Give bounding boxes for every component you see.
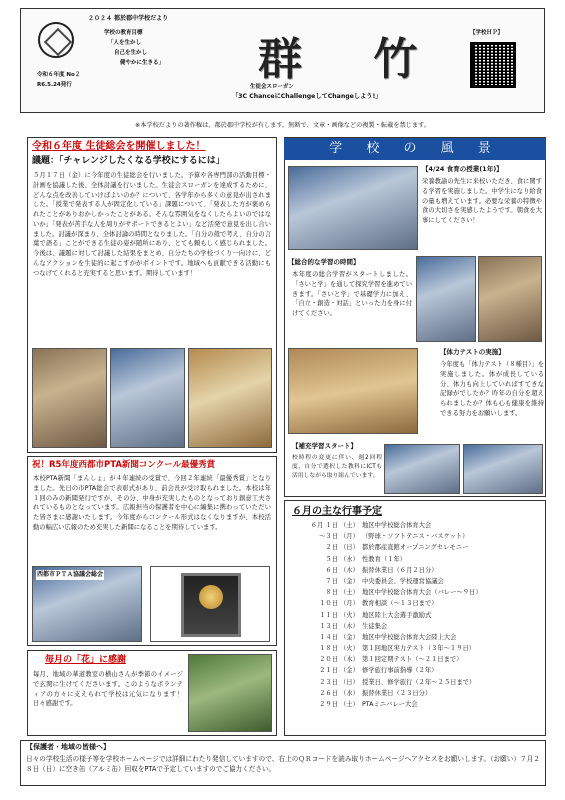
fitness-test-title: 【体力テストの実施】 xyxy=(440,348,505,356)
schedule-row xyxy=(290,532,542,543)
qr-code-icon[interactable] xyxy=(470,42,516,88)
schedule-weekday: （木） xyxy=(340,656,359,664)
schedule-event: 授業日、修学旅行（２年～２５日まで） xyxy=(362,678,476,686)
food-education-body: 栄養教諭の先生に来校いただき、食に関する学習を実施しました。中学生になり給食の量も増えています。必要な栄養の特徴や食の大切さを実感したようです。朝食を大事にしてください！ xyxy=(422,178,542,224)
photo-integrated-1 xyxy=(416,256,476,342)
photo-meeting-1 xyxy=(32,348,107,448)
student-meeting-topic: 議題：「チャレンジしたくなる学校にするには」 xyxy=(32,156,225,166)
flower-heading: 毎月の「花」に感謝 xyxy=(45,655,127,665)
schedule-event: 地区中学校総合体育大会陸上大会 xyxy=(362,633,457,641)
schedule-weekday: （月） xyxy=(340,600,359,608)
slogan-text: 「3C ChanceにChallengeしてChangeしよう!」 xyxy=(232,93,382,100)
footer-body: 日々の学校生活の様子等を学校ホームページでは詳細にわたり発信していますので、右上のＱＲコードを読み取りホームページへアクセスをお願いします。（お願い）７月２８日（日）に空き缶（アルミ缶）回収をPTAで予定していますのでご協力ください。 xyxy=(26,755,540,774)
schedule-day: ８日 xyxy=(325,589,338,597)
schedule-event: 中央委員会、学校運営協議会 xyxy=(362,577,444,585)
schedule-day: ５日 xyxy=(325,555,338,563)
integrated-study-title: 【総合的な学習の時間】 xyxy=(288,258,360,266)
schedule-day: ６月 １日 xyxy=(310,522,338,529)
newsletter-name: ２０２４ 都於郡中学校だより xyxy=(88,15,169,22)
schedule-event: 教育相談（～１３日まで） xyxy=(362,600,438,608)
photo-integrated-2 xyxy=(478,256,542,342)
schedule-event: 修学旅行事前指導（２年） xyxy=(362,667,438,675)
schedule-day: １３日 xyxy=(319,622,338,630)
schedule-weekday: （火） xyxy=(340,611,359,619)
schedule-row xyxy=(290,700,542,711)
schedule-weekday: （土） xyxy=(340,522,359,529)
schedule-list xyxy=(290,521,542,711)
photo-award-plaque xyxy=(150,566,270,642)
schedule-row xyxy=(290,689,542,700)
issue-date: R6.5.24発行 xyxy=(37,82,72,88)
schedule-row xyxy=(290,611,542,622)
schedule-weekday: （日） xyxy=(340,678,359,686)
schedule-row xyxy=(290,566,542,577)
photo-food-education xyxy=(288,166,418,250)
schedule-event: 都於郡産直館オープニングセレモニー xyxy=(362,544,469,552)
food-education-title: 【4/24 食育の授業(1年)】 xyxy=(422,165,503,173)
school-emblem-icon xyxy=(38,22,74,58)
schedule-row xyxy=(290,633,542,644)
schedule-weekday: （木） xyxy=(340,622,359,630)
copyright-notice: ※本学校だよりの著作権は、都於郡中学校が有します。無断で、文章・画像などの複製・転載を禁じます。 xyxy=(135,122,430,129)
issue-number: 令和６年度 No２ xyxy=(37,72,81,78)
schedule-weekday: （土） xyxy=(340,589,359,597)
schedule-row xyxy=(290,577,542,588)
schedule-day: ２９日 xyxy=(319,701,338,708)
schedule-weekday: （土） xyxy=(340,701,359,708)
schedule-row xyxy=(290,678,542,689)
schedule-row xyxy=(290,521,542,532)
schedule-row xyxy=(290,555,542,566)
schedule-row xyxy=(290,644,542,655)
schedule-row xyxy=(290,622,542,633)
schedule-event: 性教育（１年） xyxy=(362,555,407,563)
schedule-row xyxy=(290,599,542,610)
fitness-test-body: 今年度も「体力テスト（８種目）」を実施しました。体が成長している分、体力も向上していればすてきな記録がでしたか？昨年の自分を超えられましたか？体も心も健康を維持できる努力をお願いします。 xyxy=(440,361,544,417)
student-meeting-body: ５月１７日（金）に今年度の生徒総会を行いました。予算や各専門部の活動目標・計画を協議した後、全体討議を行いました。生徒会スローガンを達成するために、どんな点を改善していけばよいのか？について、各学年から多くの意見が出されました。「授業で発表する人が固定化している」課題について、「発表した方が褒められたことがありおかしかったことがある。そんな雰囲気をなくしたらよいのではないか」「発表が苦手な人を周りがサポートできるとよい」など活発で意見を出し合いました。討議が深まり、全体討論の時間となりました。「自分の殻で考え、自分の言葉で語る」ことができる生徒の姿が随所にあり、とても頼もしく感じられました。今後は、議題に対して討議した結果をまとめ、自分たちの学校づくり一向けに、どんなアクションを生徒的に起こすかがポイントです。地域へも貢献できる活動にもつなげてくれると充実すると思います。期待しています！ xyxy=(33,172,271,277)
schedule-event: 地区中学校総合体育大会（バレー～９日） xyxy=(362,589,482,597)
flower-body: 毎月、地域の華道教室の横山さんが季節のイメージで玄関に生けてくださいます。このようなボランティアの方々に支えられて学校は元気になります！日々感謝です。 xyxy=(33,671,183,708)
schedule-day: ２日 xyxy=(325,544,338,552)
schedule-weekday: （木） xyxy=(340,566,359,574)
edu-goal-line-2: 自己を生かし xyxy=(114,50,148,56)
photo-meeting-3 xyxy=(188,348,272,448)
student-meeting-heading: 令和６年度 生徒総会を開催しました！ xyxy=(32,141,206,152)
schedule-day: ２０日 xyxy=(319,656,338,664)
hp-label: 【学校ＨＰ】 xyxy=(470,30,504,36)
schedule-event: 生徒集会 xyxy=(362,622,388,630)
photo-fitness-test xyxy=(288,348,418,434)
schedule-day: １０日 xyxy=(319,600,338,608)
photo-meeting-2 xyxy=(110,348,185,448)
pta-award-body: 本校PTA新聞「まんしょ」が４年連続の受賞で、今回２年連続「最優秀賞」となりました。先日の市PTA総会で表彰式があり、前会長が受け取られました。本校は年１回のみの新聞発行ですが、その分、中身が充実したものとなっており創意工夫されているものとなっています。広報担当の保護者を中心に編集に携わっていただいた皆さまに感謝いたします。今年度からコンクール形式はなくなりますが、本校活動の幅広い広報のため充実した新聞になることを期待しています。 xyxy=(33,475,271,531)
schedule-event: 振替休業日（６月２日分） xyxy=(362,566,438,574)
pta-award-heading: 祝！R5年度西都市PTA新聞コンクール最優秀賞 xyxy=(32,460,216,470)
schedule-day: １４日 xyxy=(319,633,338,641)
schedule-weekday: （水） xyxy=(340,689,359,697)
schedule-weekday: （金） xyxy=(340,633,359,641)
footer-heading: 【保護者・地域の皆様へ】 xyxy=(26,743,110,751)
schedule-event: 第１回地区実力テスト（３年～１９日） xyxy=(362,645,476,653)
schedule-event: 地区陸上大会選手激励式 xyxy=(362,611,432,619)
edu-goal-heading: 学校の教育目標 xyxy=(104,30,143,36)
schedule-day: １１日 xyxy=(319,611,338,619)
integrated-study-body: 本年度の総合学習がスタートしました。「さいと学」を通して探究学習を進めていきます。「さいと学」で基礎学力に加え、「自立・創造・対話」といった力を身に付けてください。 xyxy=(292,271,412,317)
schedule-event: PTAミニバレー大会 xyxy=(362,701,418,708)
pta-banner-text: 西都市ＰＴＡ協議会総会 xyxy=(36,570,104,580)
schedule-day: ７日 xyxy=(325,577,338,585)
photo-flower-arrangement xyxy=(188,654,272,732)
schedule-weekday: （火） xyxy=(340,645,359,653)
slogan-heading: 生徒会スローガン xyxy=(250,84,294,90)
supplementary-body: 校時程の変更に伴い、週2回程度、自分で選択した教科にICTも活用しながら取り組んでいます。 xyxy=(292,455,382,479)
edu-goal-line-3: 健やかに生きる」 xyxy=(120,60,165,66)
school-scenes-banner: 学 校 の 風 景 xyxy=(284,138,546,160)
schedule-event: （野球・ソフトテニス・バスケット） xyxy=(362,533,469,541)
schedule-day: ６日 xyxy=(325,566,338,574)
schedule-row xyxy=(290,666,542,677)
schedule-day: １８日 xyxy=(319,645,338,653)
schedule-row xyxy=(290,543,542,554)
schedule-event: 地区中学校総合体育大会 xyxy=(362,522,432,529)
schedule-day: ２３日 xyxy=(319,678,338,686)
schedule-day: ２６日 xyxy=(319,689,338,697)
edu-goal-line-1: 「人を生かし xyxy=(108,40,142,46)
photo-supplementary-2 xyxy=(463,444,543,494)
schedule-weekday: （金） xyxy=(340,577,359,585)
schedule-weekday: （金） xyxy=(340,667,359,675)
schedule-event: 振替休業日（２３日分） xyxy=(362,689,432,697)
schedule-title: ６月の主な行事予定 xyxy=(292,506,382,517)
supplementary-title: 【補充学習スタート】 xyxy=(292,442,357,450)
schedule-day: ～３日 xyxy=(319,533,338,541)
newsletter-title: 群 竹 xyxy=(258,34,446,85)
schedule-day: ２１日 xyxy=(319,667,338,675)
schedule-weekday: （水） xyxy=(340,555,359,563)
schedule-row xyxy=(290,655,542,666)
schedule-weekday: （日） xyxy=(340,544,359,552)
photo-supplementary-1 xyxy=(384,444,460,494)
schedule-event: 第１回定期テスト（～２１日まで） xyxy=(362,656,463,664)
schedule-row xyxy=(290,588,542,599)
schedule-weekday: （月） xyxy=(340,533,359,541)
